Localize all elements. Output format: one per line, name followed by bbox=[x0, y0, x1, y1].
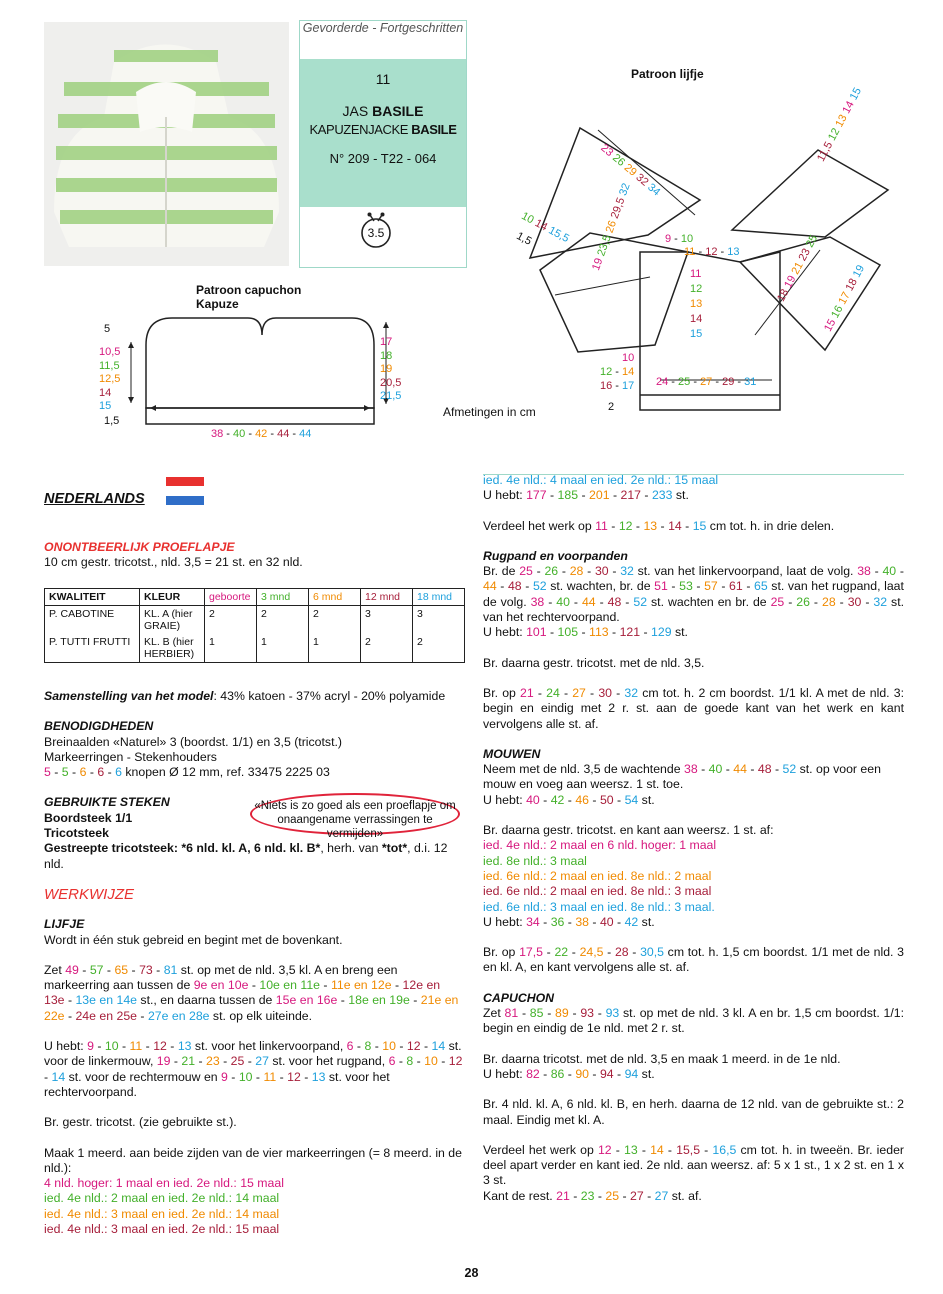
hood-diagram-title: Patroon capuchon Kapuze bbox=[196, 283, 302, 311]
units-label: Afmetingen in cm bbox=[443, 405, 536, 419]
lijfje-increase: Maak 1 meerd. aan beide zijden van de vier markeerringen (= 8 meerd. in de nld.): bbox=[44, 1145, 462, 1175]
left-sleeve-values: 10 14 15,5 bbox=[519, 210, 571, 246]
mouwen-title: MOUWEN bbox=[483, 746, 541, 761]
left-column-body bbox=[44, 689, 464, 1237]
hood-left-bottom: 1,5 bbox=[104, 415, 120, 427]
lijfje-stitch-count: U hebt: 9 - 10 - 11 - 12 - 13 st. voor het linkervoorpand, 6 - 8 - 10 - 12 - 14 st. voor de linkermouw, 19 - 21 - 23 - 25 - 27 st. voor het rugpand, 6 - 8 - 10 - 12 - 14 st. voor de rechtermouw en 9 - 10 - 11 - 12 - 13 st. voor het rechtervoorpand. bbox=[44, 1039, 463, 1099]
th-colour: KLEUR bbox=[140, 589, 205, 606]
title-de: KAPUZENJACKE BASILE bbox=[309, 122, 457, 137]
pattern-ref: N° 209 - T22 - 064 bbox=[329, 151, 437, 166]
rugpand-rib: Br. op 21 - 24 - 27 - 30 - 32 cm tot. h. 2 cm boordst. 1/1 kl. A met de nld. 3: begin en eindig met 2 r. st. aan de goede kant van het werk en kant vervolgens alle st. af. bbox=[483, 685, 904, 731]
yarn-table bbox=[44, 588, 465, 663]
bottom-width-values: 24 - 25 - 27 - 29 - 31 bbox=[656, 376, 757, 388]
total-stitches: U hebt: 177 - 185 - 201 - 217 - 233 st. bbox=[483, 488, 689, 503]
divide-work: Verdeel het werk op 11 - 12 - 13 - 14 - 15 cm tot. h. in drie delen. bbox=[483, 518, 835, 533]
th-quality: KWALITEIT bbox=[45, 589, 140, 606]
capuchon-count: U hebt: 82 - 86 - 90 - 94 - 94 st. bbox=[483, 1066, 655, 1081]
hood-left-top: 5 bbox=[104, 323, 111, 335]
hood-left-values: 10,5 11,5 12,5 14 15 bbox=[99, 346, 121, 412]
left-column bbox=[44, 540, 464, 571]
supplies-needles: Breinaalden «Naturel» 3 (boordst. 1/1) en 3,5 (tricotst.) bbox=[44, 734, 343, 749]
lijfje-intro: Wordt in één stuk gebreid en begint met de bovenkant. bbox=[44, 932, 343, 947]
right-column bbox=[483, 473, 904, 1204]
decrease-size-3: ied. 6e nld.: 2 maal en ied. 8e nld.: 3 maal bbox=[483, 884, 712, 899]
stitch-striped: Gestreepte tricotsteek: *6 nld. kl. A, 6 nld. kl. B*, herh. van *tot*, d.i. 12 nld. bbox=[44, 841, 448, 871]
bottom-left-values: 10 12 - 14 16 - 17 bbox=[600, 352, 635, 392]
increase-size-0: 4 nld. hoger: 1 maal en ied. 2e nld.: 15 maal bbox=[44, 1176, 284, 1191]
th-size-3: 12 mnd bbox=[361, 589, 413, 606]
neck-b: 11 - 12 - 13 bbox=[684, 246, 740, 258]
capuchon-divide: Verdeel het werk op 12 - 13 - 14 - 15,5 - 16,5 cm tot. h. in tweeën. Br. ieder deel apart verder en kant ied. 2e nld. aan weersz. af: 5 x 1 st., 1 x 2 st. en 1 x 3 st. bbox=[483, 1142, 904, 1188]
decrease-size-1: ied. 8e nld.: 3 maal bbox=[483, 853, 587, 868]
th-size-1: 3 mnd bbox=[257, 589, 309, 606]
increase-size-2: ied. 4e nld.: 3 maal en ied. 2e nld.: 14 maal bbox=[44, 1206, 280, 1221]
left-sleeve-top: 23 26 29 32 34 bbox=[598, 142, 663, 199]
supplies-markers: Markeerringen - Stekenhouders bbox=[44, 749, 217, 764]
increase-size-1: ied. 4e nld.: 2 maal en ied. 2e nld.: 14 maal bbox=[44, 1191, 280, 1206]
decrease-size-2: ied. 6e nld.: 2 maal en ied. 8e nld.: 2 maal bbox=[483, 868, 712, 883]
page-number: 28 bbox=[464, 1266, 479, 1280]
body-diagram-title: Patroon lijfje bbox=[631, 67, 704, 81]
decrease-size-4: ied. 6e nld.: 3 maal en ied. 8e nld.: 3 maal. bbox=[483, 899, 715, 914]
th-size-0: geboorte bbox=[205, 589, 257, 606]
left-sleeve-rib: 1,5 bbox=[514, 230, 534, 248]
capuchon-title: CAPUCHON bbox=[483, 990, 555, 1005]
benodigdheden-title: BENODIGDHEDEN bbox=[44, 719, 154, 734]
front-stack: 11 12 13 14 15 bbox=[690, 268, 703, 340]
th-size-2: 6 mnd bbox=[309, 589, 361, 606]
supplies-buttons: 5 - 5 - 6 - 6 - 6 knopen Ø 12 mm, ref. 33475 2225 03 bbox=[44, 765, 330, 780]
capuchon-stripes: Br. 4 nld. kl. A, 6 nld. kl. B, en herh. daarna de 12 nld. van de gebruikte st.: 2 maal. Eindig met kl. A. bbox=[483, 1097, 904, 1127]
lijfje-cast-on: Zet 49 - 57 - 65 - 73 - 81 st. op met de nld. 3,5 kl. A en breng een markeerring aan tussen de 9e en 10e - 10e en 11e - 11e en 12e - 12e en 13e - 13e en 14e st., en daarna tussen de 15e en 16e - 18e en 19e - 21e en 22e - 24e en 25e - 27e en 28e st. op elk uiteinde. bbox=[44, 962, 459, 1023]
increase-size-4: ied. 4e nld.: 4 maal en ied. 2e nld.: 15 maal bbox=[483, 473, 719, 487]
capuchon-stockinette: Br. daarna tricotst. met de nld. 3,5 en maak 1 meerd. in de 1e nld. bbox=[483, 1051, 841, 1066]
flag-red-stripe bbox=[166, 477, 204, 486]
lijfje-stockinette: Br. gestr. tricotst. (zie gebruikte st.). bbox=[44, 1115, 237, 1130]
mouwen-count: U hebt: 40 - 42 - 46 - 50 - 54 st. bbox=[483, 792, 655, 807]
rugpand-stockinette: Br. daarna gestr. tricotst. met de nld. 3,5. bbox=[483, 655, 705, 670]
difficulty-level: Gevorderde - Fortgeschritten bbox=[302, 21, 464, 35]
stitch-stockinette: Tricotsteek bbox=[44, 826, 109, 841]
back-left-values: 19 23,5 26 29,5 32 bbox=[590, 181, 633, 273]
needle-size-value: 3.5 bbox=[367, 226, 385, 240]
bottom-rib: 2 bbox=[608, 401, 615, 413]
tip-bubble: «Niets is zo goed als een proeflapje om onaangename verrassingen te vermijden» bbox=[250, 793, 460, 835]
steken-title: GEBRUIKTE STEKEN bbox=[44, 795, 170, 810]
table-row: P. TUTTI FRUTTI KL. B (hier HERBIER) 1 1 1 2 2 bbox=[45, 634, 465, 663]
lijfje-title: LIJFJE bbox=[44, 917, 85, 932]
right-front-mid: 18 19 21 23 25 bbox=[775, 233, 821, 304]
hood-right-values: 17 18 19 20,5 21,5 bbox=[380, 336, 402, 402]
hood-bottom-values: 38 - 40 - 42 - 44 - 44 bbox=[211, 428, 312, 440]
right-front-side: 15 16 17 18 19 bbox=[822, 263, 868, 334]
th-size-4: 18 mnd bbox=[413, 589, 465, 606]
mouwen-pickup: Neem met de nld. 3,5 de wachtende 38 - 40 - 44 - 48 - 52 st. op voor een mouw en voeg aan weersz. 1 st. toe. bbox=[483, 762, 881, 792]
proef-text: 10 cm gestr. tricotst., nld. 3,5 = 21 st. en 32 nld. bbox=[44, 555, 303, 570]
decrease-size-0: ied. 4e nld.: 2 maal en 6 nld. hoger: 1 maal bbox=[483, 838, 717, 853]
capuchon-bind-off: Kant de rest. 21 - 23 - 25 - 27 - 27 st. af. bbox=[483, 1188, 702, 1203]
pattern-number: 11 bbox=[375, 71, 391, 87]
capuchon-cast-on: Zet 81 - 85 - 89 - 93 - 93 st. op met de nld. 3 kl. A en br. 1,5 cm boordst. 1/1: begin en eindig de 1e nld. met 2 r. st. bbox=[483, 1006, 904, 1036]
title-nl: JAS BASILE bbox=[342, 103, 424, 119]
table-row: P. CABOTINE KL. A (hier GRAIE) 2 2 2 3 3 bbox=[45, 606, 465, 635]
increase-size-3: ied. 4e nld.: 3 maal en ied. 2e nld.: 15 maal bbox=[44, 1222, 280, 1237]
rugpand-count: U hebt: 101 - 105 - 113 - 121 - 129 st. bbox=[483, 625, 688, 640]
proef-title: ONONTBEERLIJK PROEFLAPJE bbox=[44, 540, 235, 554]
rugpand-text: Br. de 25 - 26 - 28 - 30 - 32 st. van het linkervoorpand, laat de volg. 38 - 40 - 44 - 48 - 52 st. wachten, br. de 51 - 53 - 57 - 61 - 65 st. van het rugpand, laat de volg. 38 - 40 - 44 - 48 - 52 st. wachten en br. de 25 - 26 - 28 - 30 - 32 st. van het rechtervoorpand. bbox=[483, 564, 905, 625]
rugpand-title: Rugpand en voorpanden bbox=[483, 548, 628, 563]
composition: Samenstelling van het model: 43% katoen - 37% acryl - 20% polyamide bbox=[44, 689, 446, 703]
stitch-ribbing: Boordsteek 1/1 bbox=[44, 810, 133, 825]
mouwen-decrease: Br. daarna gestr. tricotst. en kant aan weersz. 1 st. af: bbox=[483, 823, 774, 838]
language-heading: NEDERLANDS bbox=[44, 491, 145, 507]
mouwen-rib: Br. op 17,5 - 22 - 24,5 - 28 - 30,5 cm tot. h. 1,5 cm boordst. 1/1 met de nld. 3 en kl. A, en kant vervolgens alle st. af. bbox=[483, 945, 904, 975]
flag-blue-stripe bbox=[166, 496, 204, 505]
mouwen-count-2: U hebt: 34 - 36 - 38 - 40 - 42 st. bbox=[483, 914, 655, 929]
neck-a: 9 - 10 bbox=[665, 233, 694, 245]
right-sleeve-values: 11,5 12 13 14 15 bbox=[815, 85, 865, 164]
werkwijze-title: WERKWIJZE bbox=[44, 885, 134, 903]
